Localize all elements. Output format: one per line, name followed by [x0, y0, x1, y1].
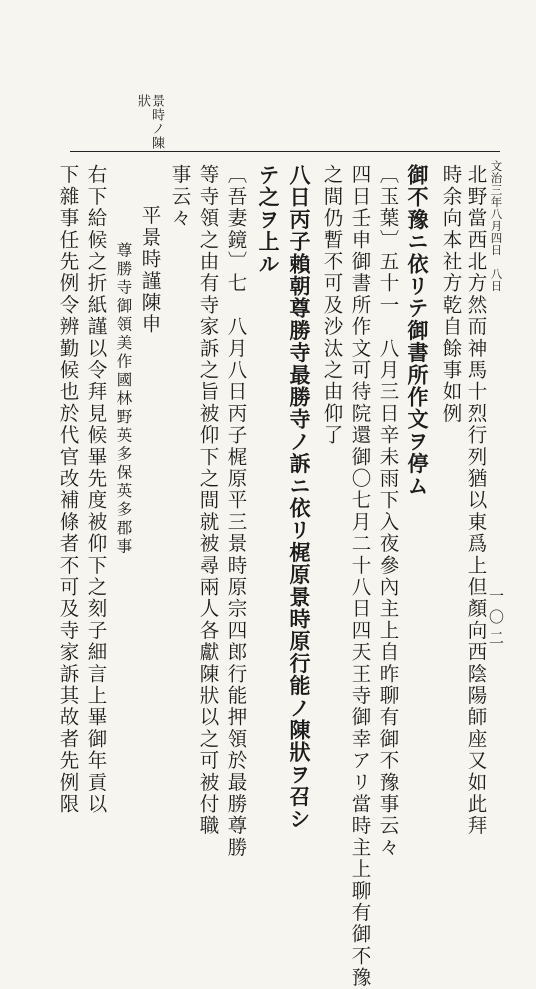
running-title-line-2: 狀	[135, 94, 150, 108]
section-heading-1: 御不豫ニ依リテ御書所作文ヲ停ム	[405, 164, 430, 497]
text-column-12: 下雜事任先例令辨勤候也於代官改補條者不可及寺家訴其故者先例限	[56, 164, 80, 815]
text-column-2: 時余向本社方乾自餘事如例	[439, 164, 463, 425]
section-heading-2: 八日丙子賴朝尊勝寺最勝寺ノ訴ニ依リ梶原景時原行能ノ陳狀ヲ召シ	[287, 164, 312, 831]
text-column-9: 平景時謹陳申	[138, 205, 162, 336]
running-title-line-1: 景時ノ陳	[149, 94, 164, 150]
text-column-3: 〔玉葉〕五十一 八月三日辛未雨下入夜參內主上自昨聊有御不豫事云々	[376, 164, 400, 859]
page-number: 一〇二	[487, 588, 505, 651]
text-column-4: 四日壬申御書所作文可待院還御〇七月二十八日四天王寺御幸アリ當時主上聊有御不豫	[348, 164, 372, 989]
section-heading-2-cont: テ之ヲ上ル	[256, 164, 281, 275]
text-column-6: 〔吾妻鏡〕七 八月八日丙子梶原平三景時原宗四郎行能押領於最勝尊勝	[224, 164, 248, 859]
text-column-7: 等寺領之由有寺家訴之旨被仰下之間就被尋兩人各獻陳狀以之可被付職	[196, 164, 220, 837]
text-column-1: 北野當西北方然而神馬十烈行列猶以東爲上但顏向西陰陽師座又如此拜	[464, 164, 488, 837]
text-column-11: 右下給候之折紙謹以令拜見候畢先度被仰下之刻子細言上畢御年貢以	[84, 164, 108, 815]
text-column-5: 之間仍暫不可及沙汰之由仰了	[320, 164, 344, 447]
date-marginal-note: 文治三年八月四日 八日	[489, 160, 504, 292]
text-column-8: 事云々	[168, 164, 192, 230]
header-rule	[70, 151, 500, 152]
text-column-10: 尊勝寺御領美作國林野英多保英多郡事	[114, 242, 133, 557]
